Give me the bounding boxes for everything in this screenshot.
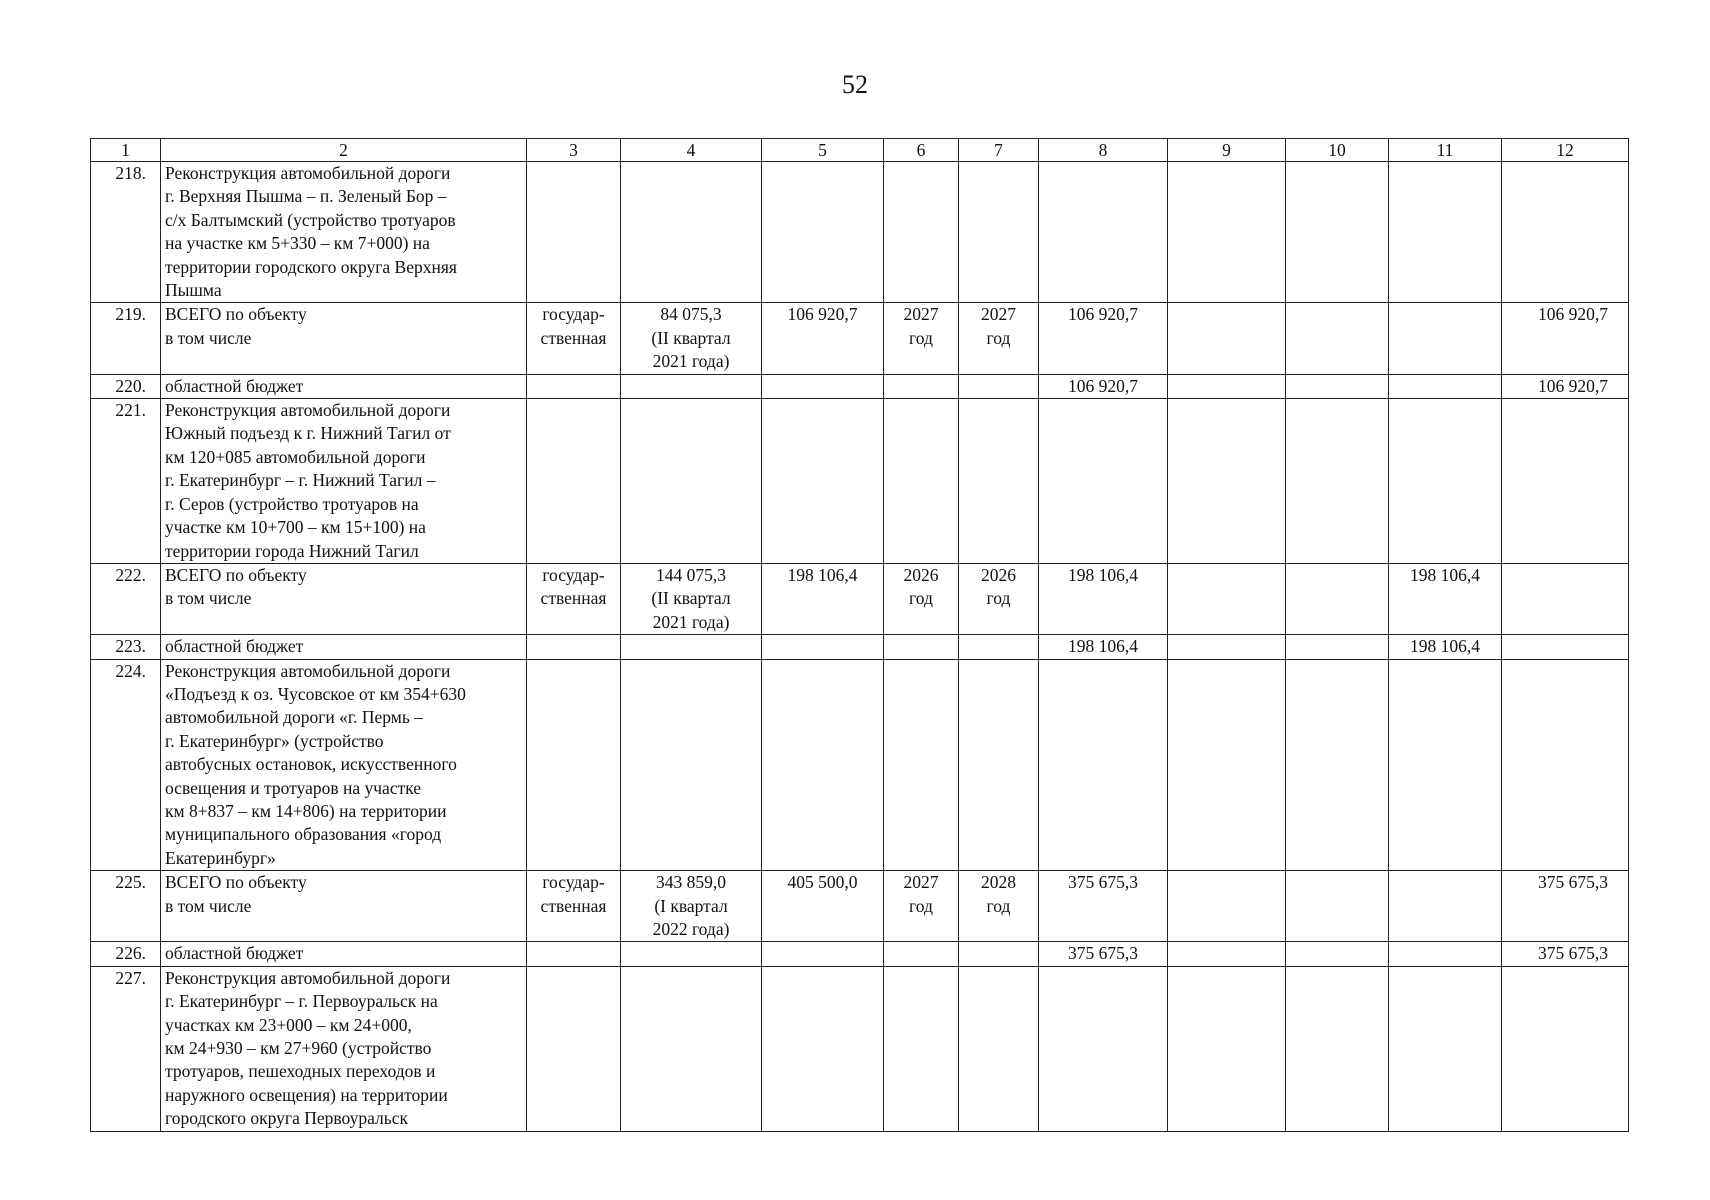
table-cell-c8: 375 675,3: [1039, 871, 1168, 942]
table-row: [91, 563, 1629, 634]
table-cell-c3: [527, 966, 621, 1131]
table-row: [91, 399, 1629, 564]
table-cell-c4: [621, 399, 762, 564]
table-cell-c3: [527, 635, 621, 659]
table-cell-c6: [884, 374, 959, 398]
column-header: 10: [1286, 139, 1389, 162]
table-cell-c2: областной бюджет: [161, 374, 527, 398]
table-cell-c9: [1168, 635, 1286, 659]
table-cell-c5: [762, 966, 884, 1131]
table-cell-c3: государ- ственная: [527, 303, 621, 374]
table-cell-c6: [884, 399, 959, 564]
table-row: [91, 966, 1629, 1131]
table-cell-c3: [527, 374, 621, 398]
table-cell-c10: [1286, 966, 1389, 1131]
table-cell-c5: 106 920,7: [762, 303, 884, 374]
table-cell-c2: областной бюджет: [161, 942, 527, 966]
table-cell-c6: [884, 162, 959, 303]
column-header: 11: [1389, 139, 1502, 162]
table-cell-c7: [959, 162, 1039, 303]
table-cell-c9: [1168, 942, 1286, 966]
column-header: 7: [959, 139, 1039, 162]
table-cell-c5: 198 106,4: [762, 563, 884, 634]
page-number: 52: [842, 70, 868, 99]
table-cell-c6: [884, 966, 959, 1131]
table-row: [91, 374, 1629, 398]
table-cell-c7: [959, 399, 1039, 564]
table-cell-c5: [762, 942, 884, 966]
table-cell-c4: [621, 162, 762, 303]
table-cell-c1: 221.: [91, 399, 161, 564]
column-header-row: [91, 139, 1629, 162]
table-cell-c10: [1286, 303, 1389, 374]
table-cell-c11: [1389, 162, 1502, 303]
table-cell-c7: 2027 год: [959, 303, 1039, 374]
table-cell-c9: [1168, 563, 1286, 634]
table-cell-c7: [959, 659, 1039, 871]
table-cell-c4: [621, 374, 762, 398]
table-row: [91, 942, 1629, 966]
table-cell-c10: [1286, 162, 1389, 303]
table-cell-c5: 405 500,0: [762, 871, 884, 942]
table-cell-c1: 227.: [91, 966, 161, 1131]
table-row: [91, 303, 1629, 374]
table-cell-c10: [1286, 374, 1389, 398]
table-cell-c1: 224.: [91, 659, 161, 871]
table-cell-c7: 2026 год: [959, 563, 1039, 634]
table-cell-c1: 226.: [91, 942, 161, 966]
table-row: [91, 659, 1629, 871]
table-cell-c10: [1286, 659, 1389, 871]
table-cell-c2: ВСЕГО по объекту в том числе: [161, 871, 527, 942]
table-cell-c5: [762, 659, 884, 871]
table-cell-c4: 343 859,0 (I квартал 2022 года): [621, 871, 762, 942]
table-cell-c2: Реконструкция автомобильной дороги г. Верхняя Пышма – п. Зеленый Бор – с/х Балтымский (устройство тротуаров на участке км 5+330 – км 7+000) на территории городского округа Верхняя Пышма: [161, 162, 527, 303]
table-cell-c12: [1502, 659, 1629, 871]
table-cell-c12: [1502, 635, 1629, 659]
table-cell-c2: областной бюджет: [161, 635, 527, 659]
table-cell-c8: [1039, 399, 1168, 564]
table-cell-c12: [1502, 162, 1629, 303]
table-cell-c2: Реконструкция автомобильной дороги Южный подъезд к г. Нижний Тагил от км 120+085 автомобильной дороги г. Екатеринбург – г. Нижний Тагил – г. Серов (устройство тротуаров на участке км 10+700 – км 15+100) на территории города Нижний Тагил: [161, 399, 527, 564]
table-cell-c7: [959, 966, 1039, 1131]
table-cell-c11: 198 106,4: [1389, 635, 1502, 659]
table-cell-c11: [1389, 399, 1502, 564]
table-cell-c1: 225.: [91, 871, 161, 942]
column-header: 8: [1039, 139, 1168, 162]
table-cell-c7: [959, 942, 1039, 966]
table-cell-c12: 375 675,3: [1502, 942, 1629, 966]
table-cell-c7: 2028 год: [959, 871, 1039, 942]
table-cell-c6: 2027 год: [884, 303, 959, 374]
table-cell-c8: [1039, 659, 1168, 871]
table-cell-c10: [1286, 635, 1389, 659]
table-cell-c9: [1168, 966, 1286, 1131]
table-cell-c3: [527, 659, 621, 871]
table-cell-c12: [1502, 563, 1629, 634]
table-cell-c5: [762, 399, 884, 564]
table-cell-c2: Реконструкция автомобильной дороги г. Екатеринбург – г. Первоуральск на участках км 23+000 – км 24+000, км 24+930 – км 27+960 (устройство тротуаров, пешеходных переходов и наружного освещения) на территории городского округа Первоуральск: [161, 966, 527, 1131]
table-cell-c3: государ- ственная: [527, 563, 621, 634]
table-cell-c3: государ- ственная: [527, 871, 621, 942]
table-cell-c9: [1168, 162, 1286, 303]
table-cell-c6: [884, 942, 959, 966]
table-cell-c11: [1389, 942, 1502, 966]
table-cell-c8: 198 106,4: [1039, 563, 1168, 634]
table-cell-c11: [1389, 659, 1502, 871]
table-cell-c8: [1039, 966, 1168, 1131]
table-cell-c11: [1389, 966, 1502, 1131]
table-cell-c11: [1389, 871, 1502, 942]
table-row: [91, 162, 1629, 303]
table-cell-c9: [1168, 303, 1286, 374]
table-cell-c4: [621, 635, 762, 659]
table-cell-c12: [1502, 399, 1629, 564]
table-cell-c11: 198 106,4: [1389, 563, 1502, 634]
table-cell-c3: [527, 162, 621, 303]
table-cell-c3: [527, 942, 621, 966]
table-cell-c12: 375 675,3: [1502, 871, 1629, 942]
table-cell-c7: [959, 635, 1039, 659]
table-cell-c1: 222.: [91, 563, 161, 634]
table-cell-c6: 2026 год: [884, 563, 959, 634]
column-header: 4: [621, 139, 762, 162]
column-header: 6: [884, 139, 959, 162]
table-cell-c1: 220.: [91, 374, 161, 398]
table-cell-c6: [884, 659, 959, 871]
table-cell-c10: [1286, 563, 1389, 634]
table-cell-c1: 219.: [91, 303, 161, 374]
table-cell-c6: 2027 год: [884, 871, 959, 942]
table-row: [91, 635, 1629, 659]
table-cell-c10: [1286, 399, 1389, 564]
column-header: 1: [91, 139, 161, 162]
table-cell-c9: [1168, 399, 1286, 564]
table-cell-c7: [959, 374, 1039, 398]
table-cell-c9: [1168, 374, 1286, 398]
table-cell-c4: 144 075,3 (II квартал 2021 года): [621, 563, 762, 634]
table-cell-c10: [1286, 871, 1389, 942]
table-cell-c4: [621, 942, 762, 966]
table-cell-c11: [1389, 303, 1502, 374]
table-cell-c1: 218.: [91, 162, 161, 303]
table-cell-c5: [762, 374, 884, 398]
table-cell-c12: 106 920,7: [1502, 303, 1629, 374]
table-cell-c5: [762, 162, 884, 303]
column-header: 3: [527, 139, 621, 162]
table-cell-c4: [621, 966, 762, 1131]
table-cell-c10: [1286, 942, 1389, 966]
table-cell-c12: [1502, 966, 1629, 1131]
table-cell-c9: [1168, 659, 1286, 871]
table-cell-c2: Реконструкция автомобильной дороги «Подъезд к оз. Чусовское от км 354+630 автомобильной дороги «г. Пермь – г. Екатеринбург» (устройство автобусных остановок, искусственного освещения и тротуаров на участке км 8+837 – км 14+806) на территории муниципального образования «город Екатеринбург»: [161, 659, 527, 871]
data-table: [90, 138, 1629, 1132]
table-cell-c4: 84 075,3 (II квартал 2021 года): [621, 303, 762, 374]
table-cell-c4: [621, 659, 762, 871]
table-cell-c2: ВСЕГО по объекту в том числе: [161, 563, 527, 634]
column-header: 2: [161, 139, 527, 162]
table-cell-c1: 223.: [91, 635, 161, 659]
table-cell-c3: [527, 399, 621, 564]
table-cell-c8: [1039, 162, 1168, 303]
table-cell-c8: 375 675,3: [1039, 942, 1168, 966]
table-cell-c8: 198 106,4: [1039, 635, 1168, 659]
table-cell-c5: [762, 635, 884, 659]
column-header: 12: [1502, 139, 1629, 162]
table-cell-c12: 106 920,7: [1502, 374, 1629, 398]
table-cell-c11: [1389, 374, 1502, 398]
table-cell-c8: 106 920,7: [1039, 303, 1168, 374]
column-header: 9: [1168, 139, 1286, 162]
column-header: 5: [762, 139, 884, 162]
table-row: [91, 871, 1629, 942]
table-cell-c6: [884, 635, 959, 659]
table-cell-c8: 106 920,7: [1039, 374, 1168, 398]
table-cell-c9: [1168, 871, 1286, 942]
table-cell-c2: ВСЕГО по объекту в том числе: [161, 303, 527, 374]
